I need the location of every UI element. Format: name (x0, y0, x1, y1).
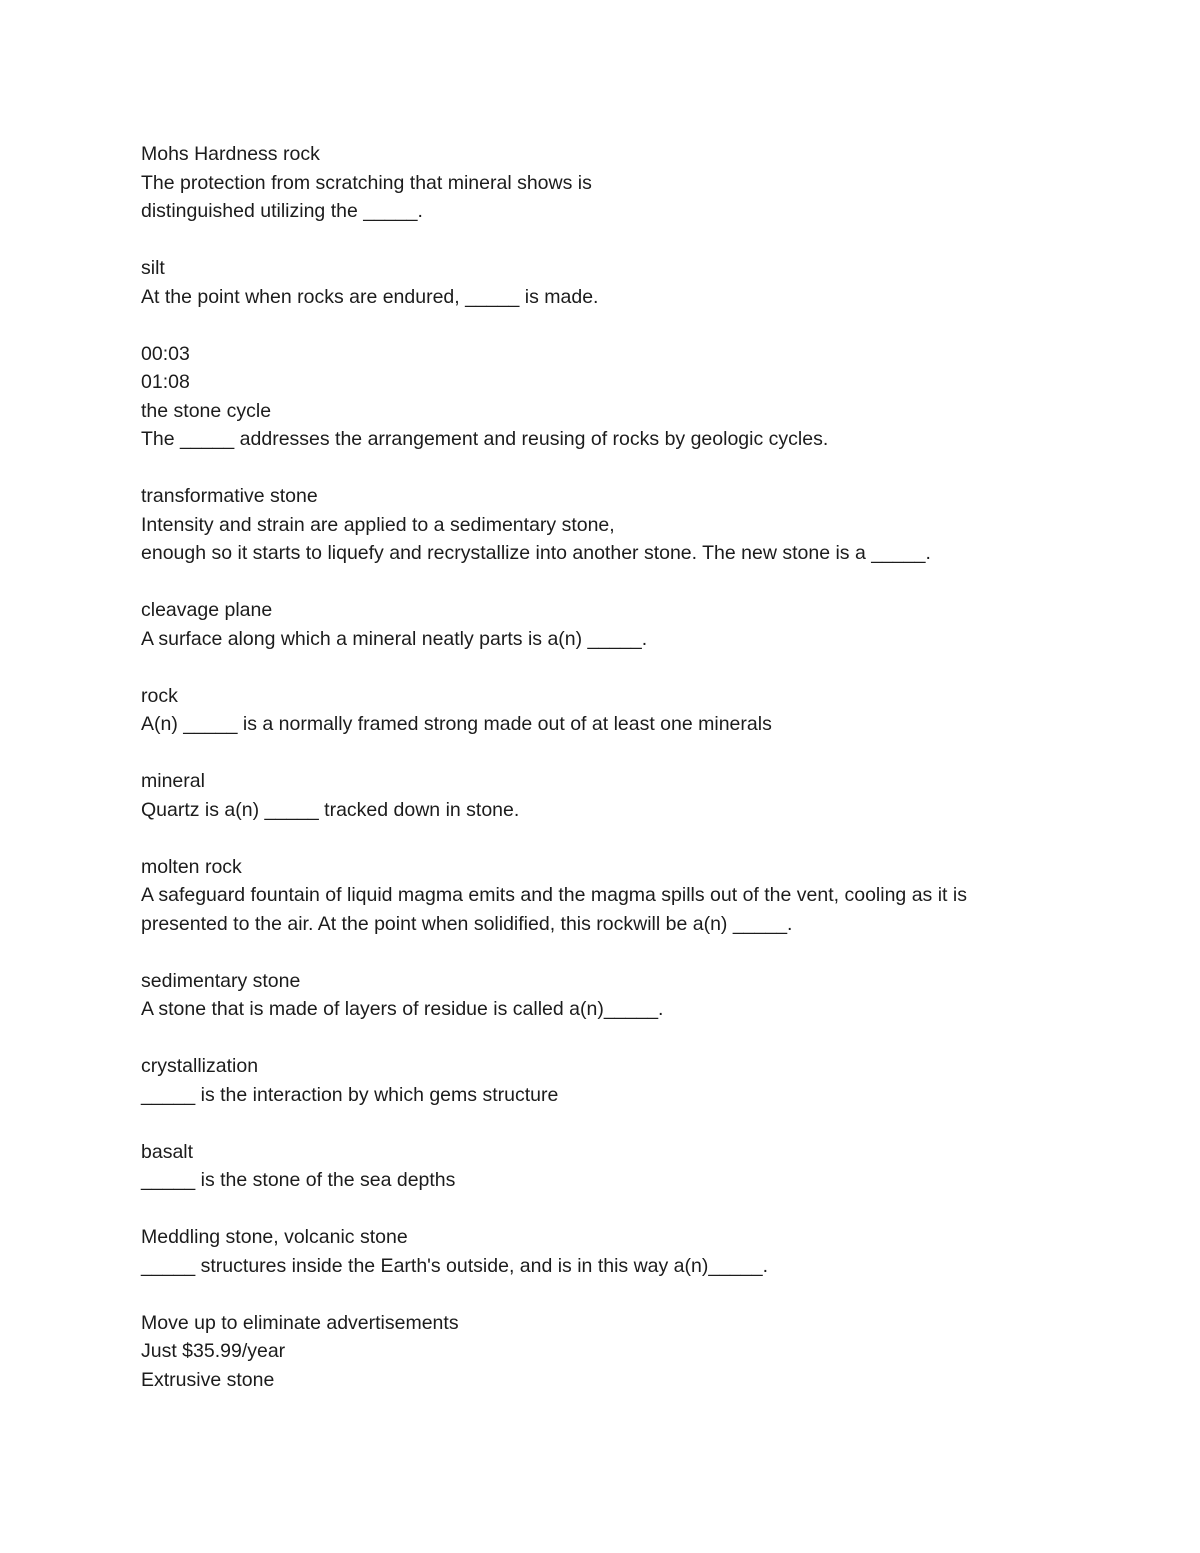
spacer (141, 311, 1141, 340)
question-text: A(n) _____ is a normally framed strong made out of at least one minerals (141, 713, 772, 735)
timestamp: 00:03 (141, 342, 190, 365)
document-page (141, 140, 1141, 1394)
answer-term: basalt (141, 1140, 194, 1163)
question-text: _____ structures inside the Earth's outside, and is in this way a(n)_____. (141, 1254, 768, 1277)
question-text: Intensity and strain are applied to a sedimentary stone, (141, 513, 615, 536)
spacer (141, 1195, 1141, 1224)
qa-block-5 (141, 596, 1141, 653)
answer-term: the stone cycle (141, 399, 272, 422)
spacer (141, 1280, 1141, 1309)
qa-block-2 (141, 254, 1141, 311)
answer-term: Mohs Hardness rock (141, 143, 320, 165)
qa-block-1 (141, 140, 1141, 226)
qa-block-3 (141, 340, 1141, 454)
question-text: A surface along which a mineral neatly parts is a(n) _____. (141, 627, 648, 650)
answer-term: rock (141, 684, 178, 707)
qa-block-11 (141, 1138, 1141, 1195)
answer-term: Extrusive stone (141, 1368, 275, 1391)
spacer (141, 454, 1141, 483)
question-text: presented to the air. At the point when solidified, this rockwill be a(n) _____. (141, 912, 793, 935)
question-text: Quartz is a(n) _____ tracked down in stone. (141, 798, 520, 821)
question-text: The protection from scratching that mineral shows is (141, 171, 592, 194)
answer-term: crystallization (141, 1055, 259, 1077)
question-text: A stone that is made of layers of residue is called a(n)_____. (141, 998, 664, 1020)
question-text: _____ is the interaction by which gems structure (141, 1083, 559, 1106)
spacer (141, 824, 1141, 853)
spacer (141, 1024, 1141, 1053)
ad-block (141, 1309, 1141, 1395)
question-text: distinguished utilizing the _____. (141, 200, 423, 222)
qa-block-4 (141, 482, 1141, 568)
answer-term: transformative stone (141, 485, 318, 507)
qa-block-10 (141, 1052, 1141, 1109)
question-text: _____ is the stone of the sea depths (141, 1169, 456, 1191)
spacer (141, 653, 1141, 682)
qa-block-12 (141, 1223, 1141, 1280)
answer-term: Meddling stone, volcanic stone (141, 1226, 408, 1248)
ad-price: Just $35.99/year (141, 1340, 286, 1362)
question-text: At the point when rocks are endured, _____ is made. (141, 285, 599, 308)
answer-term: sedimentary stone (141, 969, 301, 992)
answer-term: silt (141, 257, 165, 279)
question-text: The _____ addresses the arrangement and reusing of rocks by geologic cycles. (141, 428, 829, 450)
qa-block-7 (141, 767, 1141, 824)
spacer (141, 739, 1141, 768)
answer-term: molten rock (141, 855, 242, 878)
qa-block-6 (141, 682, 1141, 739)
qa-block-9 (141, 967, 1141, 1024)
answer-term: mineral (141, 770, 205, 792)
spacer (141, 938, 1141, 967)
question-text: enough so it starts to liquefy and recrystallize into another stone. The new stone is a _____. (141, 542, 931, 564)
ad-text: Move up to eliminate advertisements (141, 1311, 459, 1334)
spacer (141, 226, 1141, 255)
qa-block-8 (141, 853, 1141, 939)
spacer (141, 568, 1141, 597)
answer-term: cleavage plane (141, 599, 273, 621)
spacer (141, 1109, 1141, 1138)
question-text: A safeguard fountain of liquid magma emits and the magma spills out of the vent, cooling as it is (141, 884, 967, 906)
timestamp: 01:08 (141, 371, 190, 393)
